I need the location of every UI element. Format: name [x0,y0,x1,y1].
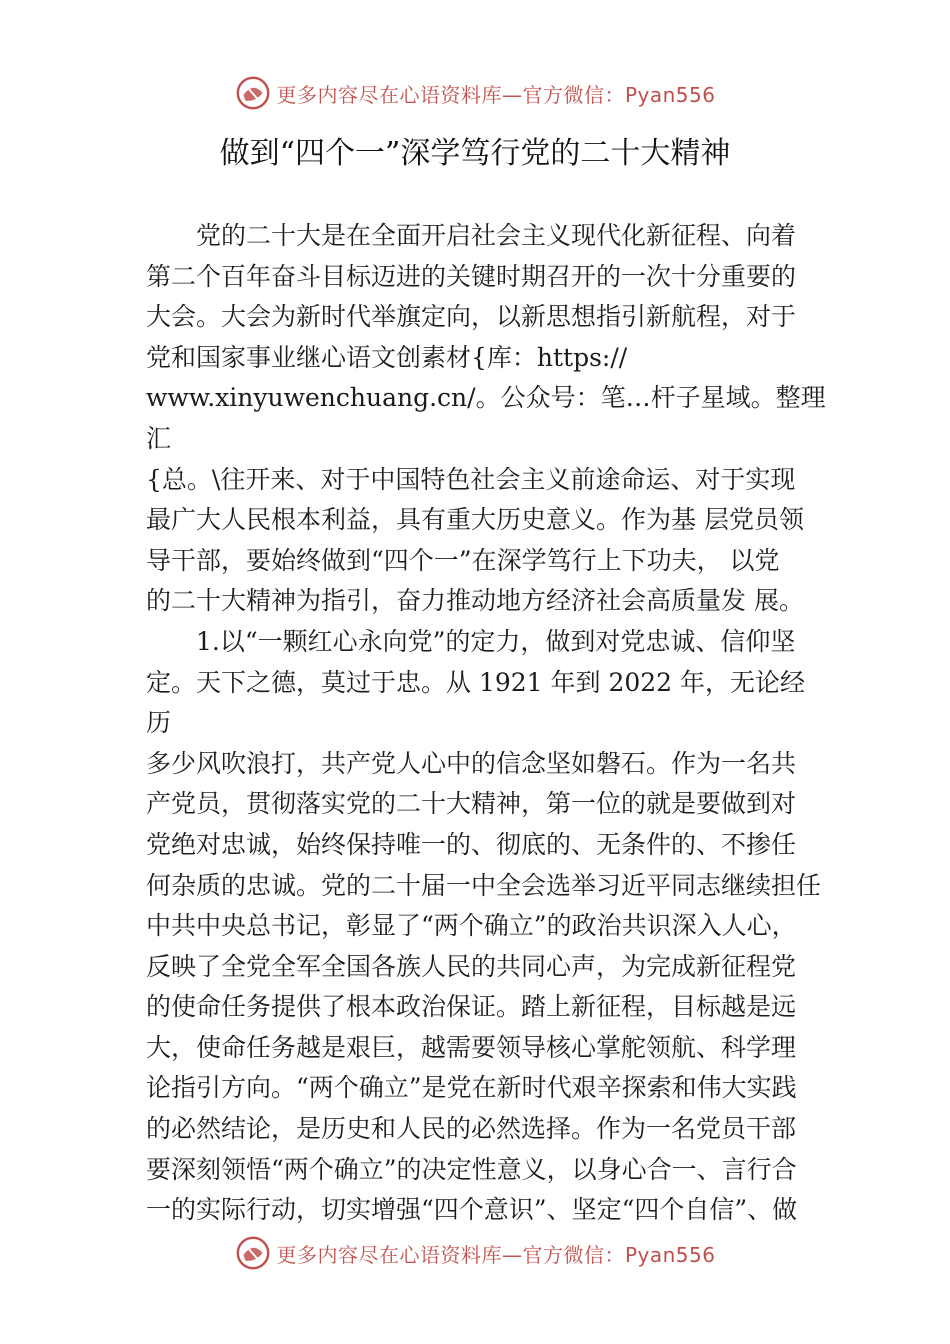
header-banner [0,68,950,118]
header-banner-text: 更多内容尽在心语资料库—官方微信：Pyan556 [276,82,716,107]
footer-banner-text: 更多内容尽在心语资料库—官方微信：Pyan556 [276,1242,716,1267]
document-title: 做到“四个一”深学笃行党的二十大精神 [219,136,731,171]
footer-banner [0,1228,950,1278]
document-body [146,216,826,1231]
logo-emblem-icon [234,1234,272,1272]
paragraph-intro: 党的二十大是在全面开启社会主义现代化新征程、向着 第二个百年奋斗目标迈进的关键时期召开的一次十分重要的 大会。大会为新时代举旗定向，以新思想指引新航程，对于 党和国家事业继心语文创素材{库：https:// www.xinyuwenchuang.cn/。公众号：笔…杆子星域。整理汇 {总。\往开来、对于中国特色社会主义前途命运、对于实现 最广大人民根本利益，具有重大历史意义。作为基 层党员领 导干部，要始终做到“四个一”在深学笃行上下功夫， 以党 的二十大精神为指引，奋力推动地方经济社会高质量发 展。 [146,221,826,616]
paragraph-section-1: 1.以“一颗红心永向党”的定力，做到对党忠诚、信仰坚 定。天下之德，莫过于忠。从 1921 年到 2022 年，无论经历 多少风吹浪打，共产党人心中的信念坚如磐石。作为一名共 产党员，贯彻落实党的二十大精神，第一位的就是要做到对 党绝对忠诚，始终保持唯一的、彻底的、无条件的、不掺任 何杂质的忠诚。党的二十届一中全会选举习近平同志继续担任 中共中央总书记，彰显了“两个确立”的政治共识深入人心， 反映了全党全军全国各族人民的共同心声，为完成新征程党 的使命任务提供了根本政治保证。踏上新征程，目标越是远 大，使命任务越是艰巨，越需要领导核心掌舵领航、科学理 论指引方向。“两个确立”是党在新时代艰辛探索和伟大实践 的必然结论，是历史和人民的必然选择。作为一名党员干部 要深刻领悟“两个确立”的决定性意义，以身心合一、言行合 一的实际行动，切实增强“四个意识”、坚定“四个自信”、做 [146,626,822,1225]
logo-emblem-icon [234,74,272,112]
